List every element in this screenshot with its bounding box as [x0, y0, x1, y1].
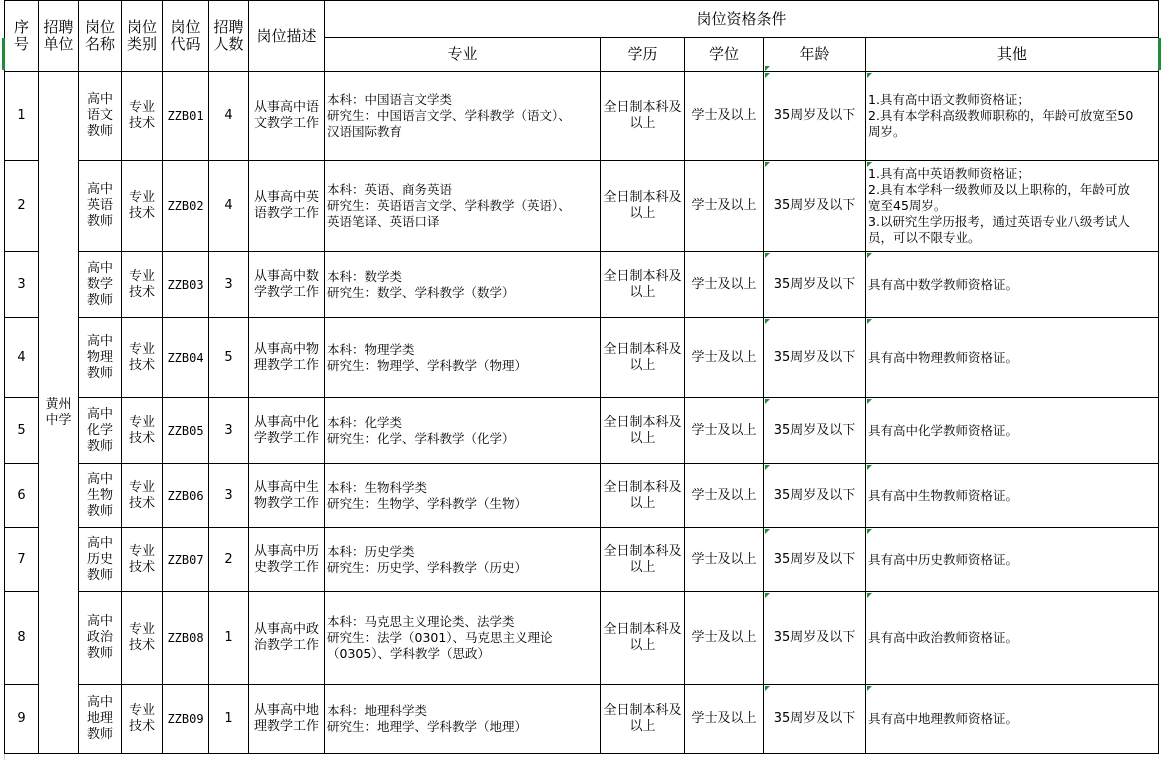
- cell-degree[interactable]: 学士及以上: [685, 252, 764, 318]
- cell-position-name[interactable]: 高中 生物 教师: [79, 464, 122, 528]
- cell-indicator-icon: [765, 73, 770, 78]
- cell-description[interactable]: 从事高中数 学教学工作: [249, 252, 325, 318]
- cell-count[interactable]: 2: [209, 528, 249, 592]
- cell-indicator-icon: [867, 73, 872, 78]
- cell-indicator-icon: [867, 465, 872, 470]
- cell-description[interactable]: 从事高中历 史教学工作: [249, 528, 325, 592]
- cell-age[interactable]: 35周岁及以下: [764, 592, 866, 685]
- cell-category[interactable]: 专业 技术: [122, 528, 163, 592]
- cell-count[interactable]: 3: [209, 252, 249, 318]
- cell-indicator-icon: [867, 529, 872, 534]
- cell-other[interactable]: 具有高中历史教师资格证。: [866, 528, 1159, 592]
- cell-description[interactable]: 从事高中化 学教学工作: [249, 398, 325, 464]
- cell-degree[interactable]: 学士及以上: [685, 592, 764, 685]
- cell-category[interactable]: 专业 技术: [122, 252, 163, 318]
- cell-education[interactable]: 全日制本科及 以上: [601, 685, 685, 754]
- cell-education[interactable]: 全日制本科及 以上: [601, 528, 685, 592]
- header-other[interactable]: 其他: [866, 38, 1159, 72]
- cell-other[interactable]: 具有高中生物教师资格证。: [866, 464, 1159, 528]
- table-row: [5, 464, 1159, 528]
- header-category[interactable]: 岗位 类别: [122, 1, 163, 72]
- table-row: [5, 398, 1159, 464]
- cell-position-name[interactable]: 高中 英语 教师: [79, 161, 122, 252]
- cell-age[interactable]: 35周岁及以下: [764, 161, 866, 252]
- cell-major[interactable]: 本科：英语、商务英语 研究生：英语语言文学、学科教学（英语）、 英语笔译、英语口译: [325, 161, 601, 252]
- cell-age[interactable]: 35周岁及以下: [764, 72, 866, 161]
- cell-degree[interactable]: 学士及以上: [685, 161, 764, 252]
- cell-age[interactable]: 35周岁及以下: [764, 528, 866, 592]
- cell-education[interactable]: 全日制本科及 以上: [601, 161, 685, 252]
- table-row: [5, 252, 1159, 318]
- cell-category[interactable]: 专业 技术: [122, 685, 163, 754]
- cell-major[interactable]: 本科：数学类 研究生：数学、学科教学（数学）: [325, 252, 601, 318]
- cell-code[interactable]: ZZB08: [163, 592, 209, 685]
- cell-position-name[interactable]: 高中 地理 教师: [79, 685, 122, 754]
- cell-education[interactable]: 全日制本科及 以上: [601, 398, 685, 464]
- cell-degree[interactable]: 学士及以上: [685, 464, 764, 528]
- cell-indicator-icon: [867, 319, 872, 324]
- cell-age[interactable]: 35周岁及以下: [764, 318, 866, 398]
- cell-degree[interactable]: 学士及以上: [685, 72, 764, 161]
- header-seq[interactable]: 序 号: [5, 1, 39, 72]
- cell-count[interactable]: 5: [209, 318, 249, 398]
- cell-position-name[interactable]: 高中 政治 教师: [79, 592, 122, 685]
- cell-count[interactable]: 4: [209, 161, 249, 252]
- cell-count[interactable]: 3: [209, 464, 249, 528]
- cell-indicator-icon: [765, 66, 770, 71]
- header-major[interactable]: 专业: [325, 38, 601, 72]
- cell-seq[interactable]: 6: [5, 464, 39, 528]
- cell-position-name[interactable]: 高中 化学 教师: [79, 398, 122, 464]
- cell-description[interactable]: 从事高中政 治教学工作: [249, 592, 325, 685]
- cell-unit[interactable]: 黄州 中学: [39, 72, 79, 754]
- cell-count[interactable]: 1: [209, 685, 249, 754]
- cell-indicator-icon: [867, 399, 872, 404]
- cell-position-name[interactable]: 高中 物理 教师: [79, 318, 122, 398]
- cell-major[interactable]: 本科：中国语言文学类 研究生：中国语言文学、学科教学（语文）、 汉语国际教育: [325, 72, 601, 161]
- cell-description[interactable]: 从事高中地 理教学工作: [249, 685, 325, 754]
- header-row-1: [5, 1, 1159, 38]
- cell-major[interactable]: 本科：马克思主义理论类、法学类 研究生：法学（0301）、马克思主义理论 （0305）、学科教学（思政）: [325, 592, 601, 685]
- header-education[interactable]: 学历: [601, 38, 685, 72]
- header-code[interactable]: 岗位 代码: [163, 1, 209, 72]
- cell-position-name[interactable]: 高中 数学 教师: [79, 252, 122, 318]
- cell-indicator-icon: [867, 162, 872, 167]
- cell-category[interactable]: 专业 技术: [122, 161, 163, 252]
- cell-education[interactable]: 全日制本科及 以上: [601, 318, 685, 398]
- header-qualifications[interactable]: 岗位资格条件: [325, 1, 1159, 38]
- cell-major[interactable]: 本科：生物科学类 研究生：生物学、学科教学（生物）: [325, 464, 601, 528]
- cell-indicator-icon: [765, 319, 770, 324]
- cell-seq[interactable]: 4: [5, 318, 39, 398]
- cell-description[interactable]: 从事高中物 理教学工作: [249, 318, 325, 398]
- cell-description[interactable]: 从事高中生 物教学工作: [249, 464, 325, 528]
- cell-indicator-icon: [867, 253, 872, 258]
- cell-count[interactable]: 4: [209, 72, 249, 161]
- cell-major[interactable]: 本科：物理学类 研究生：物理学、学科教学（物理）: [325, 318, 601, 398]
- cell-code[interactable]: ZZB05: [163, 398, 209, 464]
- cell-category[interactable]: 专业 技术: [122, 592, 163, 685]
- cell-education[interactable]: 全日制本科及 以上: [601, 252, 685, 318]
- cell-degree[interactable]: 学士及以上: [685, 685, 764, 754]
- table-row: [5, 592, 1159, 685]
- cell-age[interactable]: 35周岁及以下: [764, 464, 866, 528]
- cell-indicator-icon: [765, 162, 770, 167]
- cell-education[interactable]: 全日制本科及 以上: [601, 464, 685, 528]
- cell-code[interactable]: ZZB06: [163, 464, 209, 528]
- cell-seq[interactable]: 9: [5, 685, 39, 754]
- cell-indicator-icon: [765, 399, 770, 404]
- cell-indicator-icon: [765, 686, 770, 691]
- cell-age[interactable]: 35周岁及以下: [764, 252, 866, 318]
- cell-code[interactable]: ZZB09: [163, 685, 209, 754]
- cell-code[interactable]: ZZB02: [163, 161, 209, 252]
- table-row: [5, 161, 1159, 252]
- header-degree[interactable]: 学位: [685, 38, 764, 72]
- cell-major[interactable]: 本科：历史学类 研究生：历史学、学科教学（历史）: [325, 528, 601, 592]
- cell-indicator-icon: [765, 465, 770, 470]
- recruitment-table: [4, 0, 1159, 754]
- cell-indicator-icon: [867, 686, 872, 691]
- cell-other[interactable]: 具有高中政治教师资格证。: [866, 592, 1159, 685]
- cell-position-name[interactable]: 高中 语文 教师: [79, 72, 122, 161]
- header-description[interactable]: 岗位描述: [249, 1, 325, 72]
- cell-indicator-icon: [765, 593, 770, 598]
- table-row: [5, 528, 1159, 592]
- cell-major[interactable]: 本科：地理科学类 研究生：地理学、学科教学（地理）: [325, 685, 601, 754]
- cell-seq[interactable]: 2: [5, 161, 39, 252]
- cell-code[interactable]: ZZB03: [163, 252, 209, 318]
- cell-other[interactable]: 具有高中数学教师资格证。: [866, 252, 1159, 318]
- cell-other[interactable]: 1.具有高中语文教师资格证； 2.具有本学科高级教师职称的，年龄可放宽至50 周岁。: [866, 72, 1159, 161]
- cell-seq[interactable]: 7: [5, 528, 39, 592]
- cell-other[interactable]: 1.具有高中英语教师资格证； 2.具有本学科一级教师及以上职称的，年龄可放 宽至45周岁。 3.以研究生学历报考，通过英语专业八级考试人 员，可以不限专业。: [866, 161, 1159, 252]
- cell-category[interactable]: 专业 技术: [122, 398, 163, 464]
- cell-code[interactable]: ZZB07: [163, 528, 209, 592]
- cell-age[interactable]: 35周岁及以下: [764, 398, 866, 464]
- cell-code[interactable]: ZZB01: [163, 72, 209, 161]
- cell-position-name[interactable]: 高中 历史 教师: [79, 528, 122, 592]
- cell-description[interactable]: 从事高中语 文教学工作: [249, 72, 325, 161]
- header-position-name[interactable]: 岗位 名称: [79, 1, 122, 72]
- cell-description[interactable]: 从事高中英 语教学工作: [249, 161, 325, 252]
- cell-other[interactable]: 具有高中物理教师资格证。: [866, 318, 1159, 398]
- cell-category[interactable]: 专业 技术: [122, 318, 163, 398]
- cell-seq[interactable]: 5: [5, 398, 39, 464]
- cell-major[interactable]: 本科：化学类 研究生：化学、学科教学（化学）: [325, 398, 601, 464]
- header-count[interactable]: 招聘 人数: [209, 1, 249, 72]
- table-row: [5, 72, 1159, 161]
- cell-indicator-icon: [765, 253, 770, 258]
- cell-count[interactable]: 3: [209, 398, 249, 464]
- cell-seq[interactable]: 8: [5, 592, 39, 685]
- cell-code[interactable]: ZZB04: [163, 318, 209, 398]
- cell-other[interactable]: 具有高中地理教师资格证。: [866, 685, 1159, 754]
- cell-category[interactable]: 专业 技术: [122, 72, 163, 161]
- header-age[interactable]: 年龄: [764, 38, 866, 72]
- cell-degree[interactable]: 学士及以上: [685, 318, 764, 398]
- cell-category[interactable]: 专业 技术: [122, 464, 163, 528]
- cell-education[interactable]: 全日制本科及 以上: [601, 72, 685, 161]
- selection-marker-left: [2, 38, 5, 70]
- header-unit[interactable]: 招聘 单位: [39, 1, 79, 72]
- cell-other[interactable]: 具有高中化学教师资格证。: [866, 398, 1159, 464]
- cell-seq[interactable]: 3: [5, 252, 39, 318]
- cell-seq[interactable]: 1: [5, 72, 39, 161]
- table-row: [5, 685, 1159, 754]
- cell-degree[interactable]: 学士及以上: [685, 528, 764, 592]
- cell-count[interactable]: 1: [209, 592, 249, 685]
- cell-education[interactable]: 全日制本科及 以上: [601, 592, 685, 685]
- cell-indicator-icon: [867, 593, 872, 598]
- cell-degree[interactable]: 学士及以上: [685, 398, 764, 464]
- cell-indicator-icon: [765, 529, 770, 534]
- cell-age[interactable]: 35周岁及以下: [764, 685, 866, 754]
- table-row: [5, 318, 1159, 398]
